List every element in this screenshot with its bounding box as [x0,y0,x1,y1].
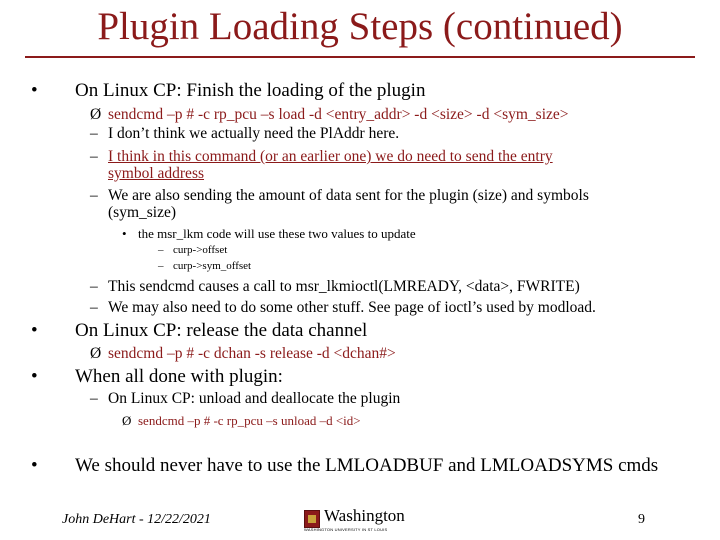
bullet-text: We are also sending the amount of data sent for the plugin (size) and symbols [108,187,589,204]
logo-wordmark: Washington [324,506,405,525]
shield-icon [304,510,320,528]
university-logo [304,508,422,532]
bullet-marker: • [31,80,38,101]
bullet-text-continued: symbol address [108,165,205,182]
bullet-marker: – [90,187,98,204]
bullet-text: curp->offset [173,244,228,256]
bullet-text: curp->sym_offset [173,260,252,272]
page-number: 9 [638,512,645,527]
bullet-marker: – [90,299,98,316]
bullet-marker: Ø [122,413,132,428]
footer-author-date: John DeHart - 12/22/2021 [62,512,211,527]
bullet-text: On Linux CP: unload and deallocate the plugin [108,390,401,407]
bullet-marker: Ø [90,106,102,123]
bullet-text: On Linux CP: Finish the loading of the plugin [75,80,426,101]
bullet-marker: Ø [90,345,102,362]
title-divider [25,56,695,58]
bullet-text: sendcmd –p # -c dchan -s release -d <dchan#> [108,345,396,362]
bullet-marker: – [90,148,98,165]
bullet-text: the msr_lkm code will use these two values to update [138,226,416,241]
bullet-text: sendcmd –p # -c rp_pcu –s load -d <entry_addr> -d <size> -d <sym_size> [108,106,569,123]
bullet-text: We should never have to use the LMLOADBUF and LMLOADSYMS cmds [75,455,659,476]
logo-subtext: WASHINGTON UNIVERSITY IN ST LOUIS [304,527,388,532]
bullet-text-continued: (sym_size) [108,204,177,221]
bullet-marker: • [31,320,38,341]
bullet-marker: • [31,366,38,387]
bullet-text: sendcmd –p # -c rp_pcu –s unload –d <id> [138,413,361,428]
bullet-marker: – [158,244,164,256]
bullet-text: When all done with plugin: [75,366,283,387]
slide-title: Plugin Loading Steps (continued) [97,5,623,48]
bullet-marker: • [122,226,127,241]
bullet-text: On Linux CP: release the data channel [75,320,368,341]
bullet-text: I think in this command (or an earlier one) we do need to send the entry [108,148,553,165]
bullet-marker: – [90,278,98,295]
bullet-text: I don’t think we actually need the PlAddr here. [108,125,400,142]
bullet-marker: • [31,455,38,476]
bullet-marker: – [158,260,164,272]
bullet-marker: – [90,390,98,407]
bullet-text: This sendcmd causes a call to msr_lkmioctl(LMREADY, <data>, FWRITE) [108,278,580,295]
bullet-marker: – [90,125,98,142]
bullet-text: We may also need to do some other stuff. See page of ioctl’s used by modload. [108,299,596,316]
